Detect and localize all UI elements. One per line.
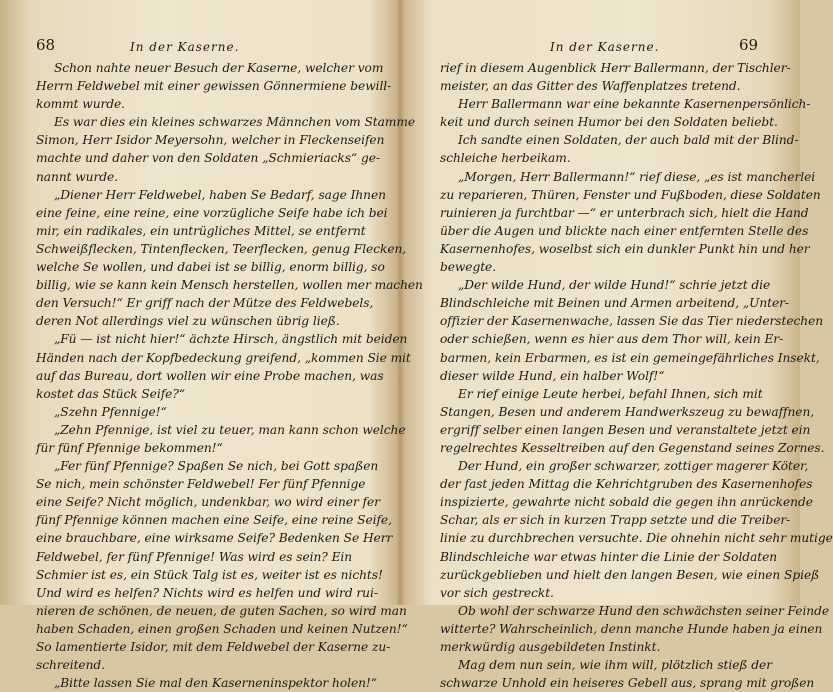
text-line: Herrn Feldwebel mit einer gewissen Gönnermiene bewill-: [36, 79, 392, 94]
text-line: schwarze Unhold ein heiseres Gebell aus, sprang mit großen: [440, 676, 815, 691]
text-line: Es war dies ein kleines schwarzes Männchen vom Stamme: [54, 115, 415, 130]
text-line: „Fü — ist nicht hier!“ ächzte Hirsch, ängstlich mit beiden: [54, 332, 408, 347]
text-line: Händen nach der Kopfbedeckung greifend, „kommen Sie mit: [36, 350, 411, 365]
text-line: „Diener Herr Feldwebel, haben Se Bedarf, sage Ihnen: [54, 187, 386, 202]
page-text: [36, 59, 423, 692]
text-line: So lamentierte Isidor, mit dem Feldwebel der Kaserne zu-: [36, 640, 391, 654]
text-line: dieser wilde Hund, ein halber Wolf!“: [440, 368, 665, 383]
text-line: Mag dem nun sein, wie ihm will, plötzlich stieß der: [458, 658, 772, 673]
text-line: zurückgeblieben und hielt den langen Besen, wie einen Spieß: [440, 567, 820, 582]
text-line: welche Se wollen, und dabei ist se billig, enorm billig, so: [36, 260, 385, 275]
text-line: inspizierte, gewahrte nicht sobald die gegen ihn anrückende: [440, 495, 813, 510]
text-line: ergriff selber einen langen Besen und veranstaltete jetzt ein: [440, 422, 811, 437]
text-line: meister, an das Gitter des Waffenplatzes tretend.: [440, 79, 741, 94]
text-line: offizier der Kasernenwache, lassen Sie das Tier niederstechen: [440, 314, 824, 329]
text-line: schleiche herbeikam.: [440, 151, 571, 166]
text-line: Ich sandte einen Soldaten, der auch bald mit der Blind-: [458, 133, 799, 148]
text-line: Se nich, mein schönster Feldwebel! Fer fünf Pfennige: [36, 477, 366, 492]
text-line: Kasernenhofes, woselbst sich ein dunkler Punkt hin und her: [440, 241, 810, 256]
text-line: eine feine, eine reine, eine vorzügliche Seife habe ich bei: [36, 205, 388, 220]
page-text: [440, 59, 833, 692]
text-line: mir, ein radikales, ein untrügliches Mittel, se entfernt: [36, 223, 366, 238]
text-line: Schweißflecken, Tintenflecken, Teerflecken, genug Flecken,: [36, 241, 407, 256]
text-line: billig, wie se kann kein Mensch herstellen, wollen mer machen: [36, 278, 423, 293]
page-number: 68: [36, 36, 56, 54]
text-line: Ob wohl der schwarze Hund den schwächsten seiner Feinde: [458, 603, 830, 618]
text-line: „Morgen, Herr Ballermann!“ rief diese, „es ist mancherlei: [458, 169, 816, 184]
text-line: Schmier ist es, ein Stück Talg ist es, weiter ist es nichts!: [36, 567, 383, 582]
text-line: nieren de schönen, de neuen, de guten Sachen, so wird man: [36, 603, 407, 618]
text-line: Schon nahte neuer Besuch der Kaserne, welcher vom: [54, 61, 384, 75]
text-line: auf das Bureau, dort wollen wir eine Probe machen, was: [36, 368, 384, 383]
text-line: über die Augen und blickte nach einer entfernten Stelle des: [440, 223, 809, 238]
text-line: zu reparieren, Thüren, Fenster und Fußboden, diese Soldaten: [440, 187, 821, 202]
text-line: den Versuch!“ Er griff nach der Mütze des Feldwebels,: [36, 296, 374, 311]
text-line: Schar, als er sich in kurzen Trapp setzte und die Treiber-: [440, 513, 791, 528]
text-line: Herr Ballermann war eine bekannte Kasernenpersönlich-: [458, 97, 811, 112]
text-line: rief in diesem Augenblick Herr Ballermann, der Tischler-: [440, 61, 791, 75]
text-line: Der Hund, ein großer schwarzer, zottiger magerer Köter,: [458, 459, 809, 474]
text-line: Und wird es helfen? Nichts wird es helfen und wird rui-: [36, 585, 378, 600]
text-line: machte und daher von den Soldaten „Schmieriacks“ ge-: [36, 151, 380, 166]
running-head: In der Kaserne.: [550, 40, 660, 54]
text-line: der fast jeden Mittag die Kehrichtgruben des Kasernenhofes: [440, 477, 813, 492]
right-page: [402, 0, 833, 691]
text-line: oder schießen, wenn es hier aus dem Thor will, kein Er-: [440, 332, 784, 347]
text-line: bewegte.: [440, 260, 497, 275]
text-line: „Szehn Pfennige!“: [54, 404, 167, 419]
text-line: regelrechtes Kesseltreiben auf den Gegenstand seines Zornes.: [440, 440, 825, 455]
text-line: „Fer fünf Pfennige? Spaßen Se nich, bei Gott spaßen: [54, 459, 379, 474]
text-line: Er rief einige Leute herbei, befahl Ihnen, sich mit: [458, 386, 763, 401]
text-line: witterte? Wahrscheinlich, denn manche Hunde haben ja einen: [440, 621, 823, 636]
text-line: vor sich gestreckt.: [440, 585, 554, 600]
text-line: linie zu durchbrechen versuchte. Die ohnehin nicht sehr mutige: [440, 531, 833, 546]
text-line: fünf Pfennige können machen eine Seife, eine reine Seife,: [36, 513, 392, 528]
text-line: schreitend.: [36, 658, 105, 673]
text-line: eine brauchbare, eine wirksame Seife? Bedenken Se Herr: [36, 531, 393, 546]
text-line: „Der wilde Hund, der wilde Hund!“ schrie jetzt die: [458, 278, 771, 293]
text-line: Blindschleiche mit Beinen und Armen arbeitend, „Unter-: [440, 296, 789, 311]
text-line: kostet das Stück Seife?“: [36, 386, 185, 401]
text-line: für fünf Pfennige bekommen!“: [36, 440, 223, 455]
text-line: kommt wurde.: [36, 97, 126, 112]
text-line: keit und durch seinen Humor bei den Soldaten beliebt.: [440, 115, 778, 130]
text-line: „Zehn Pfennige, ist viel zu teuer, man kann schon welche: [54, 422, 406, 437]
text-line: Blindschleiche war etwas hinter die Linie der Soldaten: [440, 549, 778, 564]
text-line: „Bitte lassen Sie mal den Kaserneninspektor holen!“: [54, 676, 377, 691]
text-line: Feldwebel, fer fünf Pfennige! Was wird es sein? Ein: [36, 549, 353, 564]
text-line: eine Seife? Nicht möglich, undenkbar, wo wird einer fer: [36, 495, 380, 510]
text-line: merkwürdig ausgebildeten Instinkt.: [440, 640, 661, 654]
text-line: ruinieren ja furchtbar —“ er unterbrach sich, hielt die Hand: [440, 205, 809, 220]
text-line: Simon, Herr Isidor Meyersohn, welcher in Fleckenseifen: [36, 133, 385, 148]
text-line: barmen, kein Erbarmen, es ist ein gemeingefährliches Insekt,: [440, 350, 820, 365]
running-head: In der Kaserne.: [130, 40, 240, 54]
text-line: Stangen, Besen und anderem Handwerkszeug zu bewaffnen,: [440, 404, 815, 419]
text-line: nannt wurde.: [36, 169, 118, 184]
text-line: deren Not allerdings viel zu wünschen übrig ließ.: [36, 314, 340, 329]
page-number: 69: [739, 36, 759, 54]
text-line: haben Schaden, einen großen Schaden und keinen Nutzen!“: [36, 621, 408, 636]
